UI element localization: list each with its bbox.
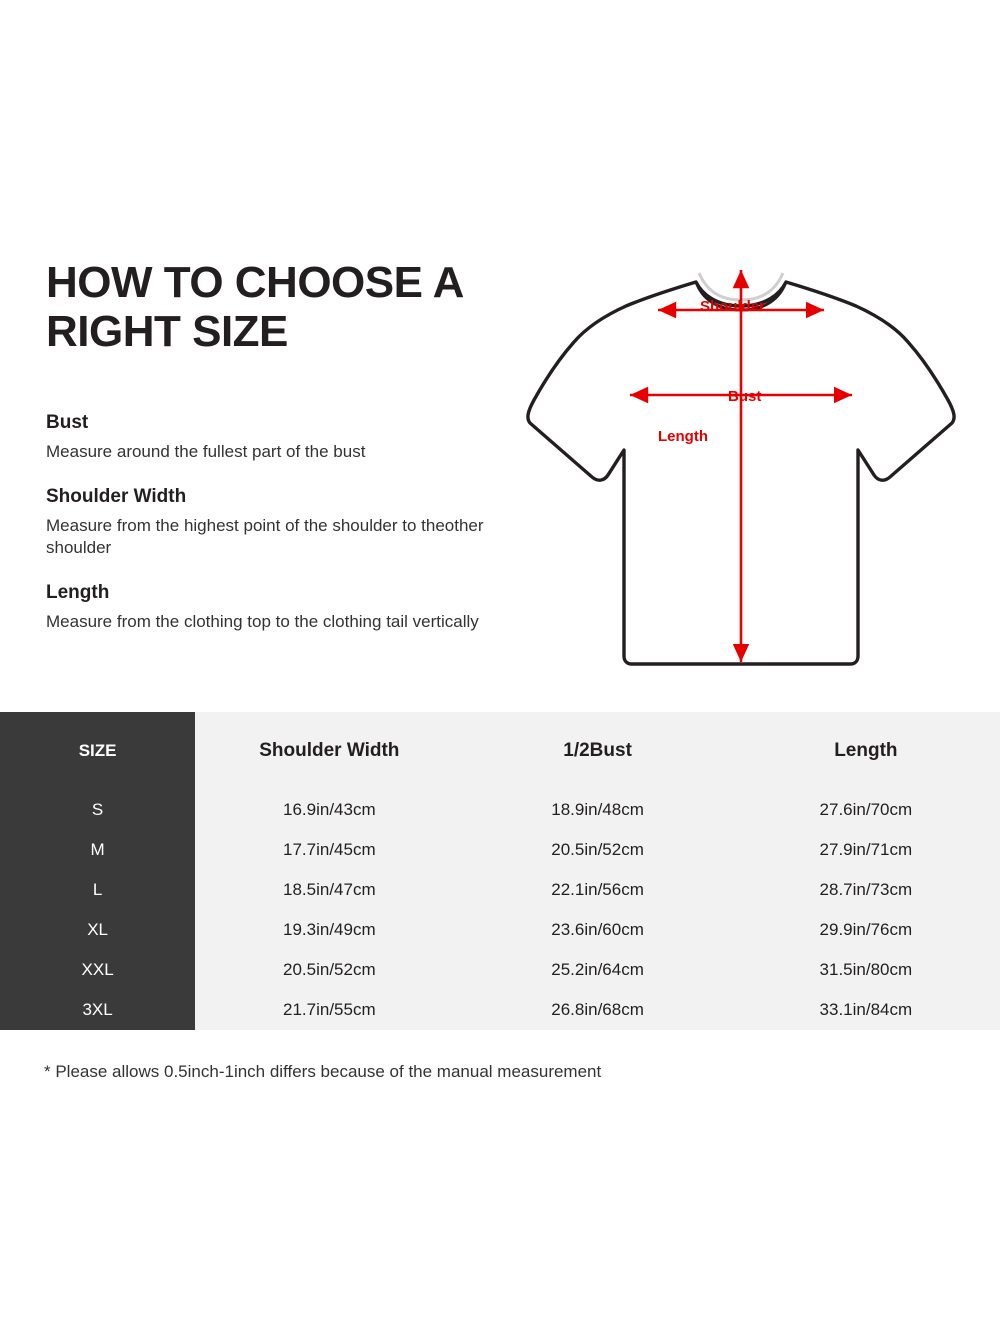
table-row bbox=[0, 910, 1000, 950]
cell-size: XXL bbox=[0, 950, 195, 990]
table-header-size: SIZE bbox=[0, 712, 195, 790]
cell-size: M bbox=[0, 830, 195, 870]
cell-length: 27.9in/71cm bbox=[732, 830, 1000, 870]
definition-text-length: Measure from the clothing top to the clothing tail vertically bbox=[46, 612, 479, 632]
table-header-shoulder-width: Shoulder Width bbox=[195, 712, 463, 790]
size-table-wrapper bbox=[0, 712, 1000, 1030]
cell-length: 33.1in/84cm bbox=[732, 990, 1000, 1030]
page-title: HOW TO CHOOSE A RIGHT SIZE bbox=[46, 258, 463, 357]
table-row bbox=[0, 790, 1000, 830]
cell-shoulder: 16.9in/43cm bbox=[195, 790, 463, 830]
shoulder-label: Shoulder bbox=[700, 298, 766, 315]
cell-bust: 22.1in/56cm bbox=[463, 870, 731, 910]
cell-bust: 25.2in/64cm bbox=[463, 950, 731, 990]
cell-length: 28.7in/73cm bbox=[732, 870, 1000, 910]
table-header-half-bust: 1/2Bust bbox=[463, 712, 731, 790]
cell-bust: 18.9in/48cm bbox=[463, 790, 731, 830]
cell-length: 29.9in/76cm bbox=[732, 910, 1000, 950]
definition-term-bust: Bust bbox=[46, 412, 89, 433]
measurement-note: * Please allows 0.5inch-1inch differs because of the manual measurement bbox=[44, 1062, 602, 1081]
cell-shoulder: 19.3in/49cm bbox=[195, 910, 463, 950]
table-row bbox=[0, 950, 1000, 990]
definition-text-shoulder-width: Measure from the highest point of the shoulder to theother shoulder bbox=[46, 515, 484, 558]
table-header-row bbox=[0, 712, 1000, 790]
table-row bbox=[0, 870, 1000, 910]
size-table bbox=[0, 712, 1000, 1030]
cell-bust: 20.5in/52cm bbox=[463, 830, 731, 870]
length-label: Length bbox=[658, 428, 708, 445]
cell-shoulder: 21.7in/55cm bbox=[195, 990, 463, 1030]
definition-term-shoulder-width: Shoulder Width bbox=[46, 485, 187, 507]
cell-size: S bbox=[0, 790, 195, 830]
cell-size: L bbox=[0, 870, 195, 910]
measurement-definitions bbox=[46, 412, 516, 634]
definition-text-bust: Measure around the fullest part of the bust bbox=[46, 441, 366, 461]
definition-term-length: Length bbox=[46, 582, 110, 604]
cell-size: XL bbox=[0, 910, 195, 950]
cell-length: 27.6in/70cm bbox=[732, 790, 1000, 830]
cell-shoulder: 17.7in/45cm bbox=[195, 830, 463, 870]
table-row bbox=[0, 990, 1000, 1030]
cell-size: 3XL bbox=[0, 990, 195, 1030]
table-header-length: Length bbox=[732, 712, 1000, 790]
bust-label: Bust bbox=[728, 388, 762, 405]
cell-shoulder: 20.5in/52cm bbox=[195, 950, 463, 990]
table-row bbox=[0, 830, 1000, 870]
cell-shoulder: 18.5in/47cm bbox=[195, 870, 463, 910]
tshirt-diagram bbox=[500, 240, 980, 700]
cell-length: 31.5in/80cm bbox=[732, 950, 1000, 990]
cell-bust: 23.6in/60cm bbox=[463, 910, 731, 950]
cell-bust: 26.8in/68cm bbox=[463, 990, 731, 1030]
